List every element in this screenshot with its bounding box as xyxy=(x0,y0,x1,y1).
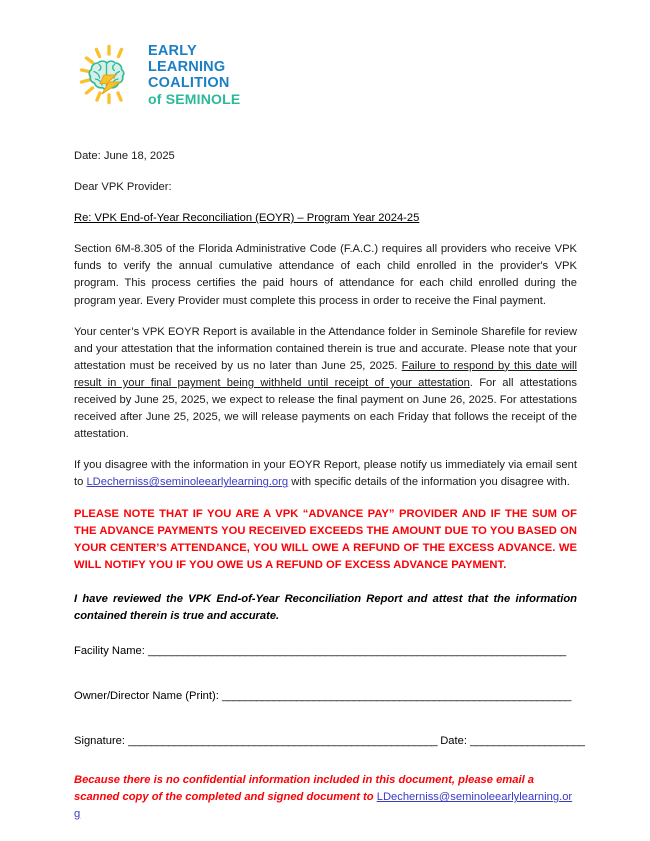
letterhead xyxy=(78,44,240,106)
date-rule[interactable]: ____________________ xyxy=(470,735,585,748)
signature-label: Signature: xyxy=(74,735,129,748)
paragraph-eoyr-availability xyxy=(74,324,577,444)
attestation-statement: I have reviewed the VPK End-of-Year Reconciliation Report and attest that the information contained therein is true and accurate. xyxy=(74,592,577,622)
advance-pay-warning: PLEASE NOTE THAT IF YOU ARE A VPK “ADVANCE PAY” PROVIDER AND IF THE SUM OF THE ADVANCE PAYMENTS YOU RECEIVED EXCEEDS THE AMOUNT DUE TO YOU BASED ON YOUR CENTER’S ATTENDANCE, YOU WILL OWE A REFUND OF THE EXCESS ADVANCE. WE WILL NOTIFY YOU IF YOU OWE US A REFUND OF EXCESS ADVANCE PAYMENT. xyxy=(74,507,577,572)
paragraph2-part2: . For all attestations received by June 25, 2025, we expect to release the final payment on June 26, 2025. For attestations received after June 25, 2025, we will release payments on each Friday that follows the receipt of the attestation. xyxy=(74,376,577,441)
date-label: Date: xyxy=(437,735,471,748)
facility-name-label: Facility Name: xyxy=(74,644,148,657)
logo-line-learning: LEARNING xyxy=(148,59,226,75)
logo-line-early: EARLY xyxy=(148,43,197,59)
facility-name-rule[interactable]: _________________________________________________________________________ xyxy=(147,644,566,657)
email-link-decherniss[interactable]: LDecherniss@seminoleearlylearning.org xyxy=(86,476,289,489)
logo-wordmark xyxy=(148,44,240,106)
logo-line-coalition: COALITION xyxy=(148,75,230,91)
footer-note xyxy=(74,772,577,823)
field-facility-name[interactable] xyxy=(74,643,577,660)
field-signature-and-date[interactable] xyxy=(74,733,585,750)
brain-lightbulb-icon xyxy=(78,44,140,106)
logo-line-of-seminole: of SEMINOLE xyxy=(148,91,241,107)
letter-body xyxy=(74,148,585,823)
subject-line xyxy=(74,210,577,227)
owner-director-label: Owner/Director Name (Print): xyxy=(74,689,222,702)
footer-text: Because there is no confidential information included in this document, please email a scanned copy of the completed and signed document to xyxy=(74,774,535,804)
owner-director-rule[interactable]: _____________________________________________________________ xyxy=(221,689,571,702)
field-owner-director-name[interactable] xyxy=(74,688,577,705)
paragraph3-part1: If you disagree with the information in your EOYR Report, please notify us immediately via email sent to xyxy=(74,459,577,489)
salutation: Dear VPK Provider: xyxy=(74,181,172,194)
paragraph-section-requirement: Section 6M-8.305 of the Florida Administrative Code (F.A.C.) requires all providers who receive VPK funds to verify the annual cumulative attendance of each child enrolled in the provider's VPK program. This process certifies the paid hours of attendance for each child enrolled during the program year. Every Provider must complete this process in order to receive the Final payment. xyxy=(74,243,577,307)
paragraph2-part1: Your center’s VPK EOYR Report is available in the Attendance folder in Seminole Sharefile for review and your attestation that the information contained therein is true and accurate. Please note that your attestation must be received by us no later than June 25, 2025. xyxy=(74,325,577,372)
subject-text: Re: VPK End-of-Year Reconciliation (EOYR) – Program Year 2024-25 xyxy=(74,212,420,225)
footer-email-link-decherniss[interactable]: LDecherniss@seminoleearlylearning.org xyxy=(74,791,573,821)
paragraph3-part2: with specific details of the information you disagree with. xyxy=(288,476,570,489)
paragraph2-underlined-warning: Failure to respond by this date will result in your final payment being withheld until receipt of your attestation xyxy=(74,359,577,389)
paragraph-disagreement xyxy=(74,457,577,491)
signature-rule[interactable]: ______________________________________________________ xyxy=(128,735,438,748)
date-line: Date: June 18, 2025 xyxy=(74,150,175,162)
